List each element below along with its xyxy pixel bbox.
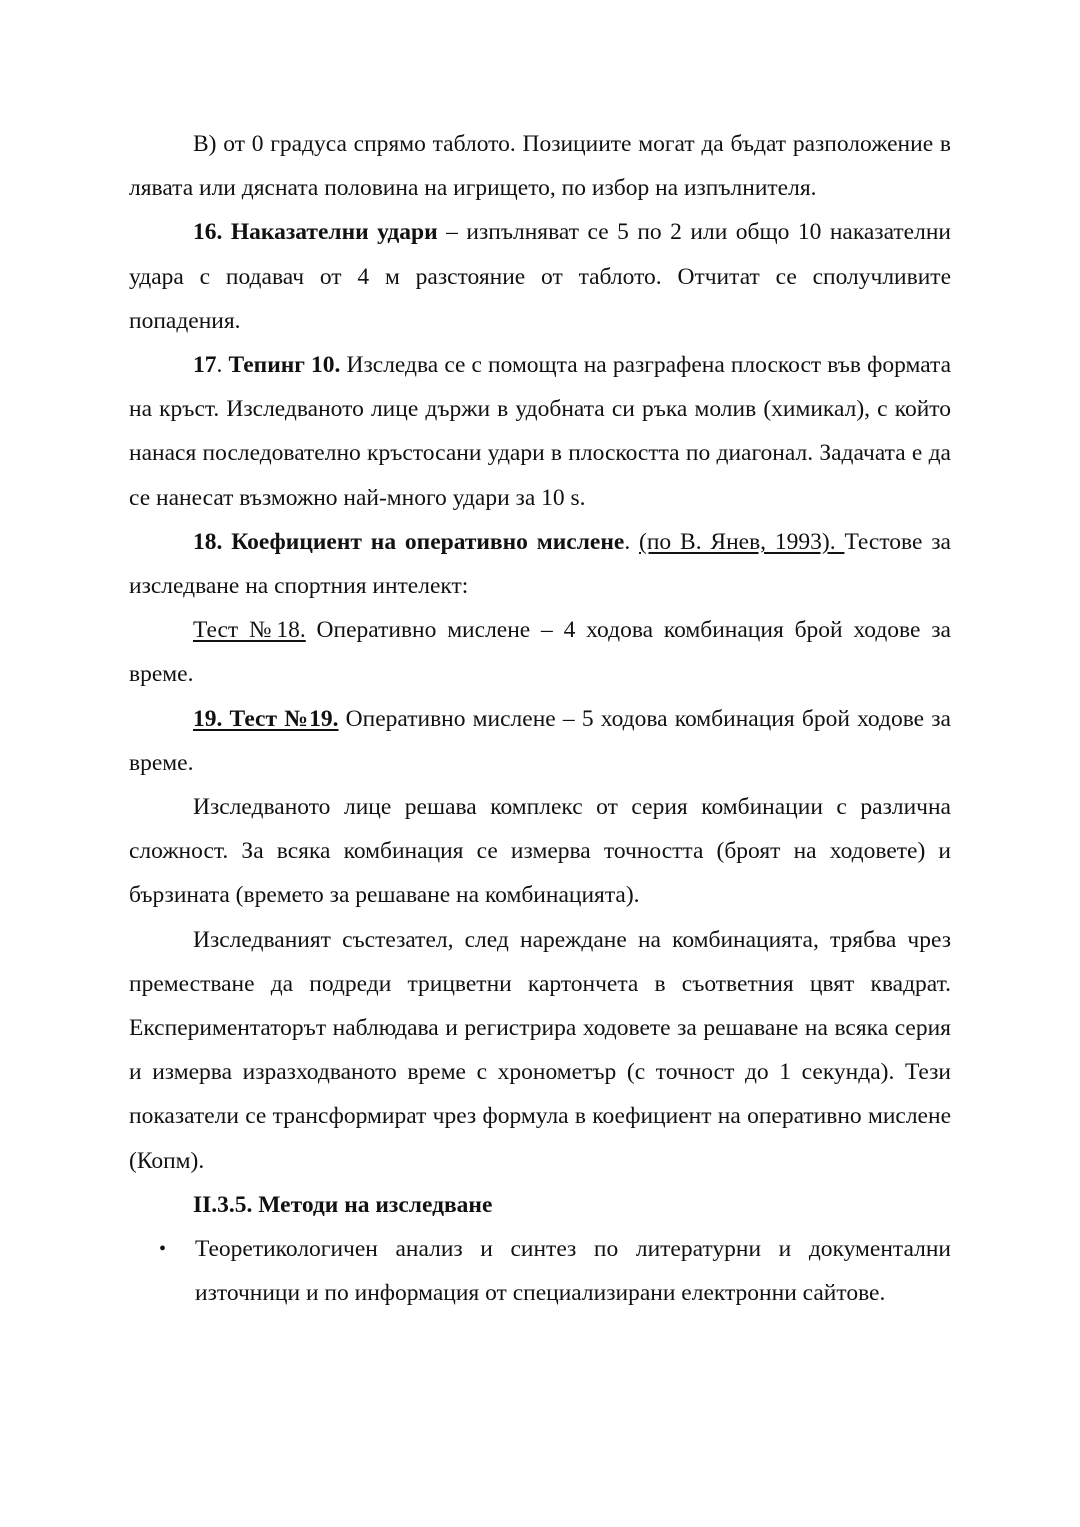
paragraph-test-19 [129,697,951,785]
test-18-text: Оперативно мислене – 4 ходова комбинация брой ходове за време. [129,617,951,688]
paragraph-subject-solves-text: Изследваното лице решава комплекс от серия комбинации с различна сложност. За всяка комбинация се измерва точността (броят на ходовете) и бързината (времето за решаване на комбинацията). [129,794,951,909]
item-18-dot: . [624,528,640,555]
item-18-text: Тестове за изследване на спортния интелект: [129,528,951,600]
item-18-title: 18. Коефициент на оперативно мислене [193,528,625,555]
paragraph-test-18 [129,608,951,696]
list-item [129,1227,951,1315]
document-body [129,122,951,1315]
paragraph-positions [129,122,951,210]
item-17-text: Изследва се с помощта на разграфена плоскост във формата на кръст. Изследваното лице държи в удобната си ръка молив (химикал), с който нанася последователно кръстосани удари в плоскостта по диагонал. Задачата е да се нанесат възможно най-много удари за 10 s. [129,352,952,511]
item-18-reference: (по В. Янев, 1993). [639,528,845,555]
paragraph-competitor-procedure [129,918,951,1183]
paragraph-subject-solves [129,785,951,918]
paragraph-positions-text: В) от 0 градуса спрямо таблото. Позициите могат да бъдат разположение в лявата или дясната половина на игрището, по избор на изпълнителя. [129,131,951,202]
methods-list [129,1227,951,1315]
item-17-title: Тепинг 10. [228,352,341,379]
item-16-text: – изпълняват се 5 по 2 или общо 10 наказателни удара с подавач от 4 м разстояние от таблото. Отчитат се сполучливите попадения. [129,219,951,334]
paragraph-penalty-shots [129,210,951,343]
paragraph-competitor-procedure-text: Изследваният състезател, след нареждане на комбинацията, трябва чрез преместване да подреди трицветни картончета в съответния цвят квадрат. Експериментаторът наблюдава и регистрира ходовете за решаване на всяка серия и измерва изразходваното време с хронометър (с точност до 1 секунда). Тези показатели се трансформират чрез формула в коефициент на оперативно мислене (Копм). [129,926,951,1174]
test-19-label: 19. Тест №19. [193,705,339,732]
section-heading: II.3.5. Методи на изследване [193,1191,493,1218]
bullet-icon: • [159,1238,167,1261]
test-19-text: Оперативно мислене – 5 ходова комбинация брой ходове за време. [129,705,951,776]
test-18-label: Тест №18. [193,617,306,644]
item-16-title: 16. Наказателни удари [193,219,438,246]
item-17-dot: . [216,352,229,379]
item-17-number: 17 [193,352,217,379]
paragraph-operative-thinking [129,520,951,608]
list-item-text: Теоретикологичен анализ и синтез по литературни и документални източници и по информация от специализирани електронни сайтове. [195,1236,951,1307]
paragraph-tapping [129,343,951,520]
